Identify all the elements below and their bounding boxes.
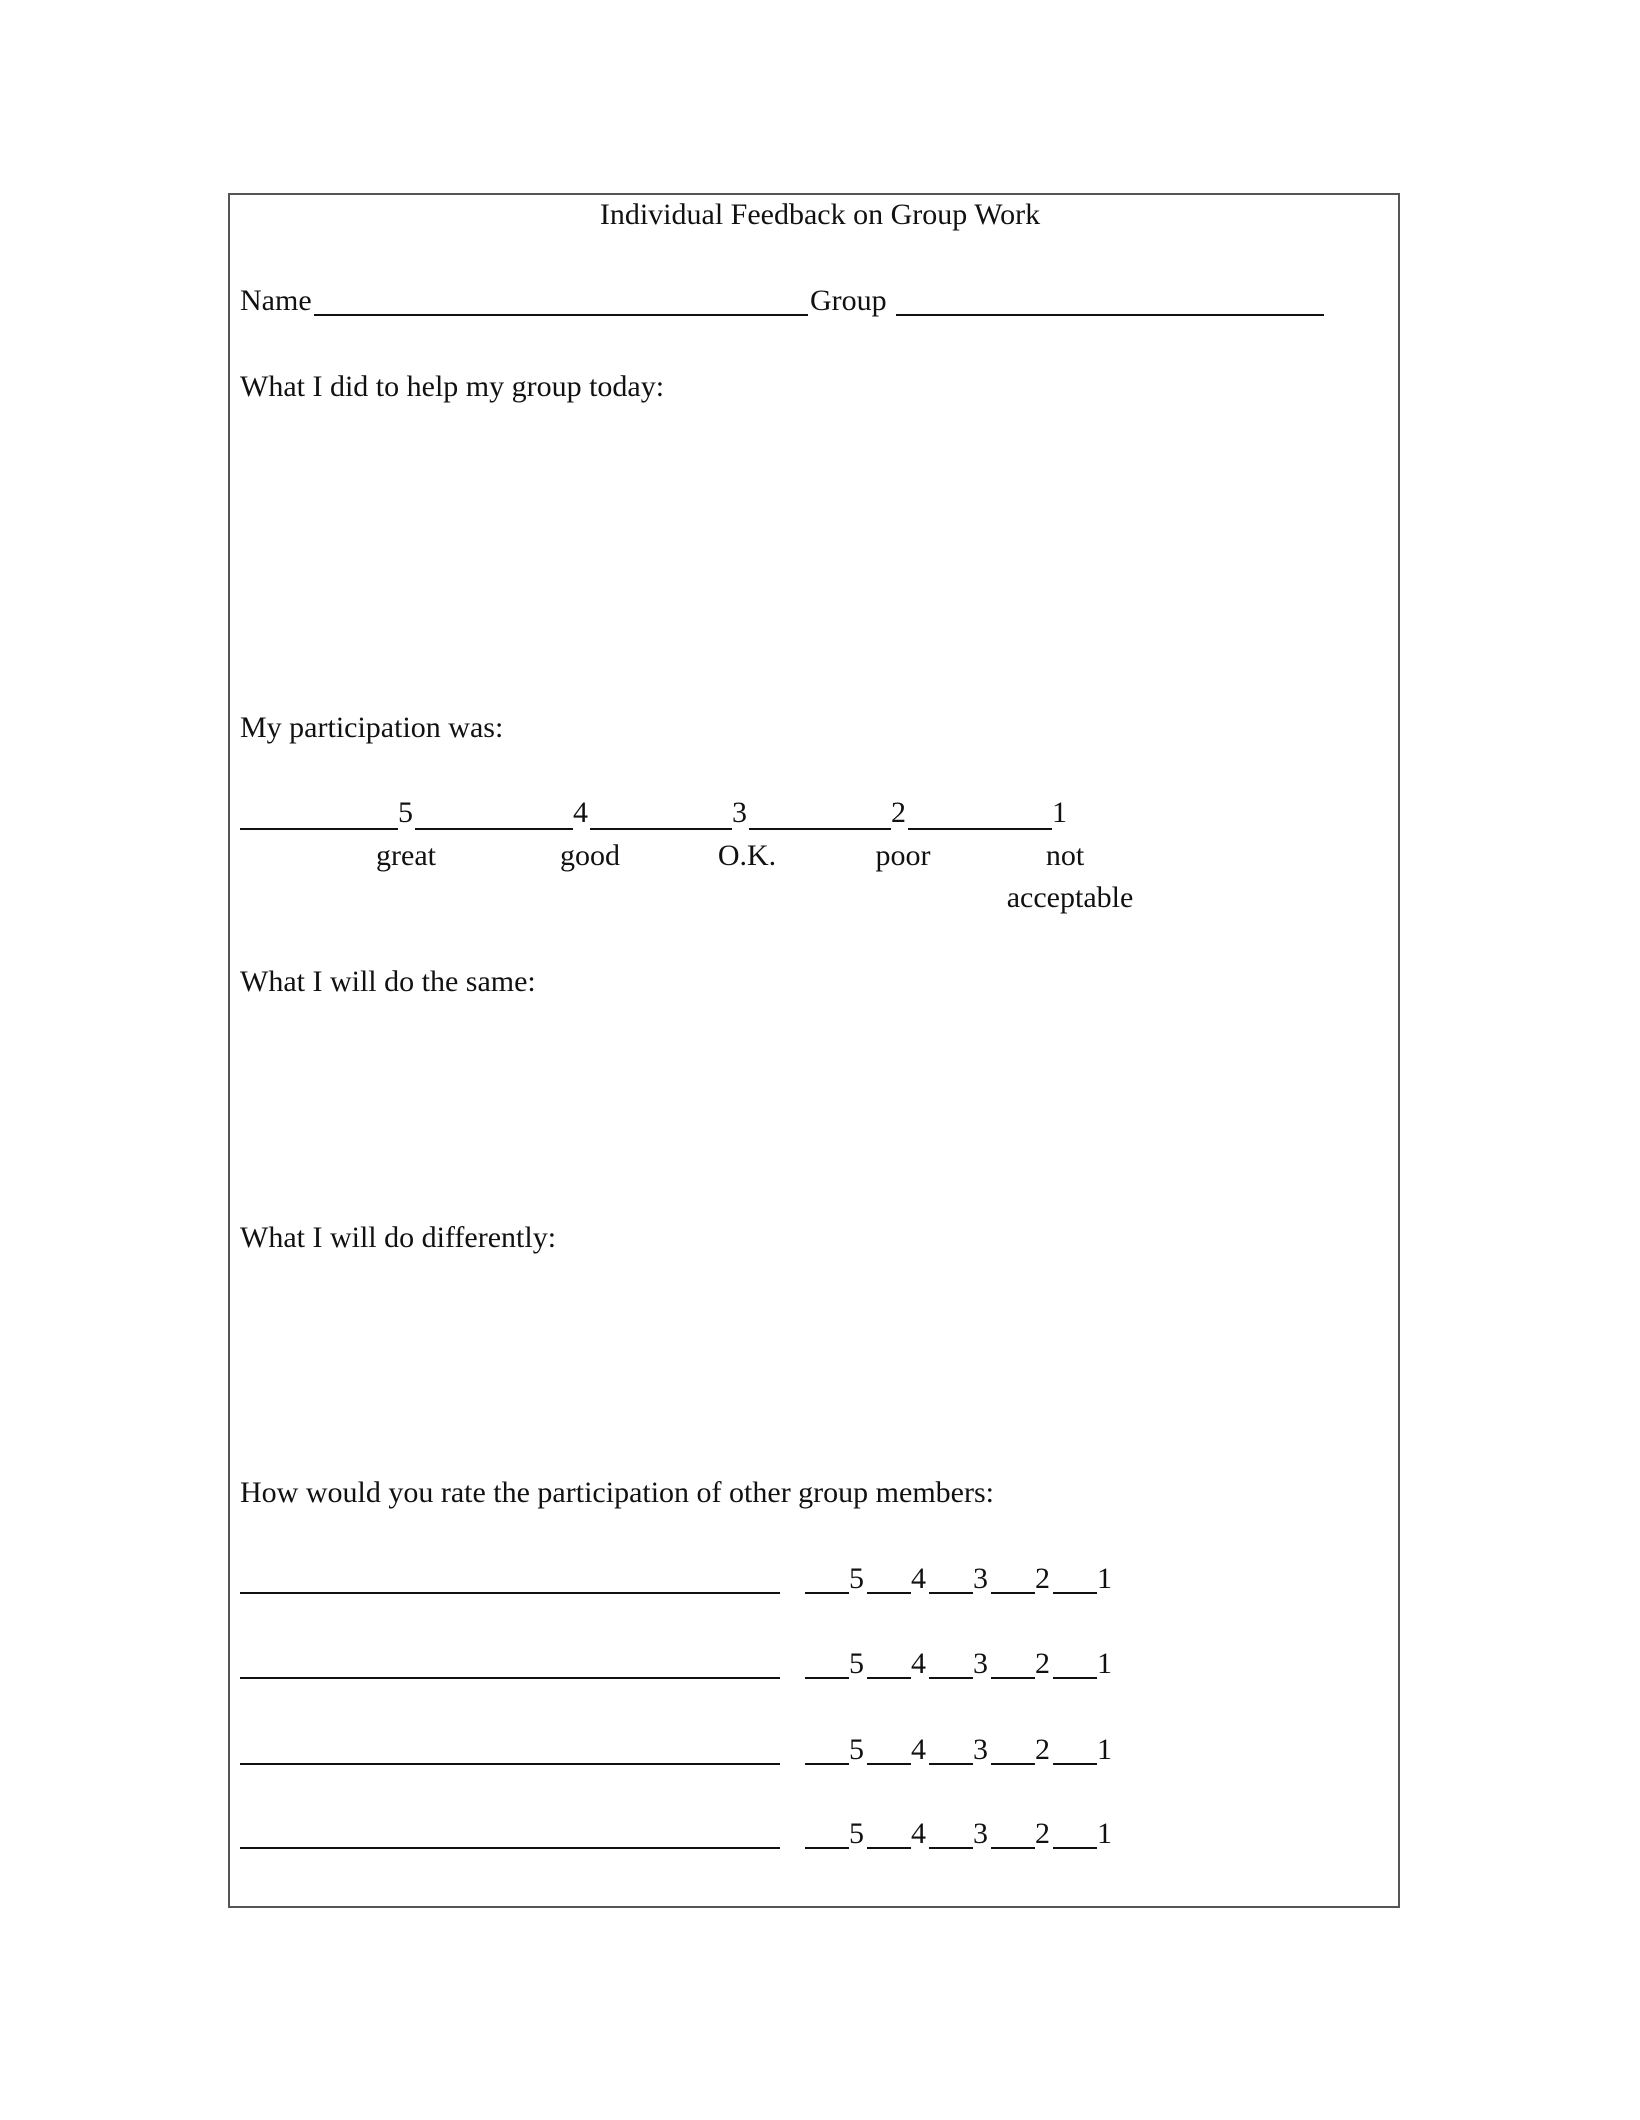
scale-line-segment[interactable] [749, 828, 891, 830]
answer-area-same[interactable] [240, 1005, 1380, 1205]
member-scale-line-segment[interactable] [991, 1592, 1035, 1594]
member-scale-value-1[interactable]: 1 [1097, 1562, 1112, 1595]
name-label: Name [240, 284, 312, 317]
question-others: How would you rate the participation of other group members: [240, 1476, 994, 1509]
member-scale-line-segment[interactable] [991, 1847, 1035, 1849]
answer-area-different[interactable] [240, 1261, 1380, 1461]
member-scale-value-1[interactable]: 1 [1097, 1647, 1112, 1680]
member-scale-line-segment[interactable] [991, 1677, 1035, 1679]
answer-area-help[interactable] [240, 410, 1380, 710]
form-title: Individual Feedback on Group Work [599, 198, 1041, 231]
member-scale-line-segment[interactable] [1053, 1677, 1097, 1679]
member-name-field[interactable] [240, 1763, 780, 1765]
member-name-field[interactable] [240, 1677, 780, 1679]
name-field[interactable] [314, 314, 808, 316]
member-scale-line-segment[interactable] [867, 1677, 911, 1679]
scale-label-ok: O.K. [717, 839, 777, 872]
member-scale-line-segment[interactable] [805, 1763, 849, 1765]
member-scale-value-5[interactable]: 5 [849, 1817, 864, 1850]
scale-line-segment[interactable] [590, 828, 732, 830]
member-name-field[interactable] [240, 1847, 780, 1849]
member-scale-value-4[interactable]: 4 [911, 1817, 926, 1850]
member-scale-value-2[interactable]: 2 [1035, 1562, 1050, 1595]
member-scale-value-3[interactable]: 3 [973, 1562, 988, 1595]
member-scale-line-segment[interactable] [1053, 1763, 1097, 1765]
member-scale-value-3[interactable]: 3 [973, 1733, 988, 1766]
member-scale-line-segment[interactable] [929, 1847, 973, 1849]
scale-value-4[interactable]: 4 [573, 796, 588, 829]
question-participation: My participation was: [240, 711, 504, 744]
member-scale-value-1[interactable]: 1 [1097, 1733, 1112, 1766]
member-scale-value-4[interactable]: 4 [911, 1647, 926, 1680]
group-label: Group [810, 284, 887, 317]
member-scale-line-segment[interactable] [929, 1677, 973, 1679]
member-scale-value-4[interactable]: 4 [911, 1733, 926, 1766]
scale-label-acceptable: acceptable [1006, 881, 1134, 914]
member-scale-value-2[interactable]: 2 [1035, 1817, 1050, 1850]
member-scale-line-segment[interactable] [805, 1847, 849, 1849]
member-scale-line-segment[interactable] [929, 1592, 973, 1594]
scale-label-not: not [1045, 839, 1085, 872]
member-scale-line-segment[interactable] [929, 1763, 973, 1765]
member-scale-value-4[interactable]: 4 [911, 1562, 926, 1595]
member-scale-value-3[interactable]: 3 [973, 1817, 988, 1850]
question-different: What I will do differently: [240, 1221, 557, 1254]
scale-line-segment[interactable] [240, 828, 398, 830]
scale-label-good: good [560, 839, 620, 872]
scale-label-poor: poor [875, 839, 931, 872]
member-scale-line-segment[interactable] [1053, 1592, 1097, 1594]
scale-value-1[interactable]: 1 [1052, 796, 1067, 829]
member-scale-value-5[interactable]: 5 [849, 1733, 864, 1766]
question-help: What I did to help my group today: [240, 370, 665, 403]
member-scale-value-5[interactable]: 5 [849, 1562, 864, 1595]
member-scale-line-segment[interactable] [991, 1763, 1035, 1765]
member-scale-value-5[interactable]: 5 [849, 1647, 864, 1680]
member-scale-line-segment[interactable] [867, 1592, 911, 1594]
member-scale-line-segment[interactable] [805, 1592, 849, 1594]
member-scale-line-segment[interactable] [867, 1763, 911, 1765]
member-scale-value-2[interactable]: 2 [1035, 1647, 1050, 1680]
scale-line-segment[interactable] [908, 828, 1052, 830]
member-scale-value-3[interactable]: 3 [973, 1647, 988, 1680]
member-scale-line-segment[interactable] [805, 1677, 849, 1679]
group-field[interactable] [896, 314, 1324, 316]
question-same: What I will do the same: [240, 965, 536, 998]
scale-label-great: great [376, 839, 436, 872]
scale-value-5[interactable]: 5 [398, 796, 413, 829]
member-name-field[interactable] [240, 1592, 780, 1594]
member-scale-value-2[interactable]: 2 [1035, 1733, 1050, 1766]
scale-value-2[interactable]: 2 [891, 796, 906, 829]
member-scale-line-segment[interactable] [1053, 1847, 1097, 1849]
scale-line-segment[interactable] [415, 828, 573, 830]
scale-value-3[interactable]: 3 [732, 796, 747, 829]
member-scale-value-1[interactable]: 1 [1097, 1817, 1112, 1850]
member-scale-line-segment[interactable] [867, 1847, 911, 1849]
